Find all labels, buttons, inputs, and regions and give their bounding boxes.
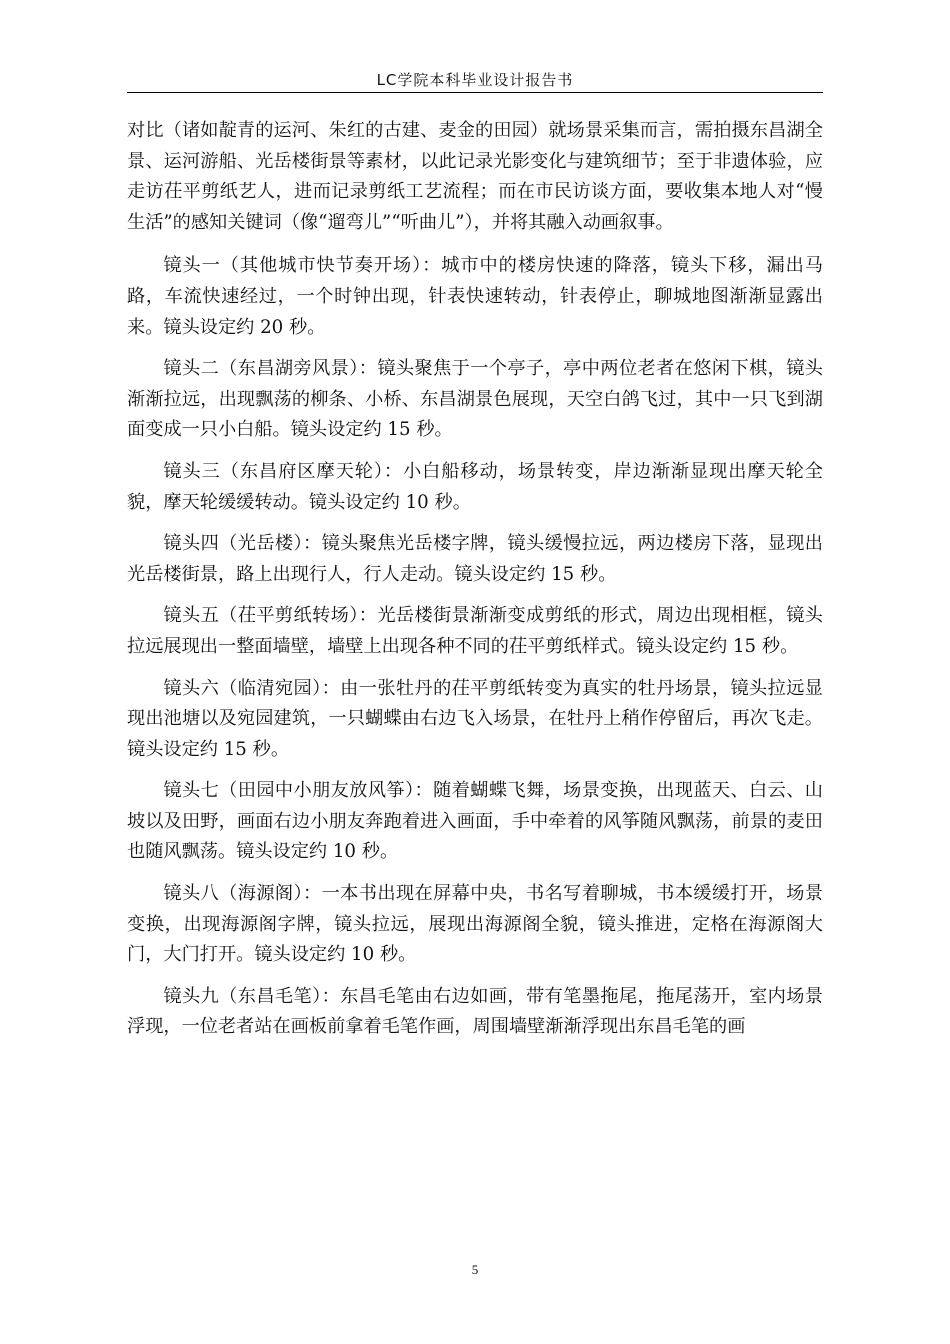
- paragraph-shot-4: 镜头四（光岳楼）：镜头聚焦光岳楼字牌，镜头缓慢拉远，两边楼房下落，显现出光岳楼街景，路上出现行人，行人走动。镜头设定约 15 秒。: [127, 533, 823, 585]
- paragraph-shot-6: 镜头六（临清宛园）：由一张牡丹的茌平剪纸转变为真实的牡丹场景，镜头拉远显现出池塘以及宛园建筑，一只蝴蝶由右边飞入场景，在牡丹上稍作停留后，再次飞走。镜头设定约 15 秒。: [127, 677, 823, 760]
- body-text: [127, 116, 823, 1054]
- header-divider: [127, 92, 823, 93]
- running-header: LC学院本科毕业设计报告书: [376, 71, 574, 89]
- paragraph-shot-1: 镜头一（其他城市快节奏开场）：城市中的楼房快速的降落，镜头下移，漏出马路，车流快速经过，一个时钟出现，针表快速转动，针表停止，聊城地图渐渐显露出来。镜头设定约 20 秒。: [127, 255, 823, 338]
- paragraph-shot-5: 镜头五（茌平剪纸转场）：光岳楼街景渐渐变成剪纸的形式，周边出现相框，镜头拉远展现出一整面墙壁，墙壁上出现各种不同的茌平剪纸样式。镜头设定约 15 秒。: [127, 605, 823, 657]
- paragraph-shot-7: 镜头七（田园中小朋友放风筝）：随着蝴蝶飞舞，场景变换，出现蓝天、白云、山坡以及田野，画面右边小朋友奔跑着进入画面，手中牵着的风筝随风飘荡，前景的麦田也随风飘荡。镜头设定约 10 秒。: [127, 780, 823, 863]
- page-number: 5: [471, 1262, 479, 1277]
- paragraph-intro: 对比（诸如靛青的运河、朱红的古建、麦金的田园）就场景采集而言，需拍摄东昌湖全景、运河游船、光岳楼街景等素材，以此记录光影变化与建筑细节；至于非遗体验，应走访茌平剪纸艺人，进而记录剪纸工艺流程；而在市民访谈方面，要收集本地人对“慢生活”的感知关键词（像“遛弯儿”“听曲儿”），并将其融入动画叙事。: [127, 120, 823, 233]
- paragraph-shot-8: 镜头八（海源阁）：一本书出现在屏幕中央，书名写着聊城，书本缓缓打开，场景变换，出现海源阁字牌，镜头拉远，展现出海源阁全貌，镜头推进，定格在海源阁大门，大门打开。镜头设定约 10 秒。: [127, 883, 823, 966]
- paragraph-shot-3: 镜头三（东昌府区摩天轮）：小白船移动，场景转变，岸边渐渐显现出摩天轮全貌，摩天轮缓缓转动。镜头设定约 10 秒。: [127, 460, 823, 513]
- paragraph-shot-9: 镜头九（东昌毛笔）：东昌毛笔由右边如画，带有笔墨拖尾，拖尾荡开，室内场景浮现，一位老者站在画板前拿着毛笔作画，周围墙壁渐渐浮现出东昌毛笔的画: [127, 985, 823, 1038]
- paragraph-shot-2: 镜头二（东昌湖旁风景）：镜头聚焦于一个亭子，亭中两位老者在悠闲下棋，镜头渐渐拉远，出现飘荡的柳条、小桥、东昌湖景色展现，天空白鸽飞过，其中一只飞到湖面变成一只小白船。镜头设定约 15 秒。: [127, 358, 823, 441]
